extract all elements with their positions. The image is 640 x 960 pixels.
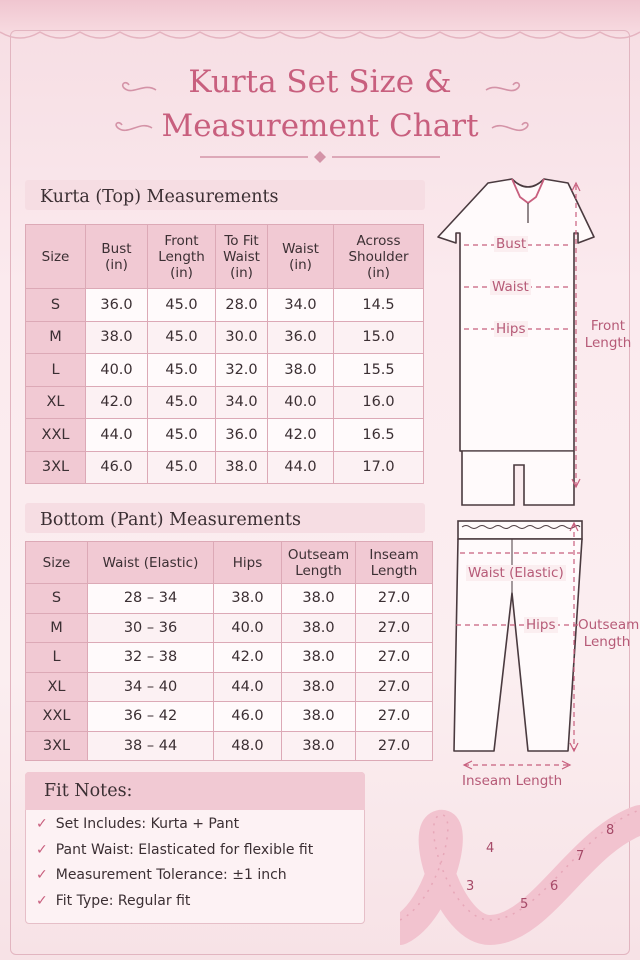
value-cell: 48.0 — [214, 731, 282, 761]
tape-number: 4 — [486, 841, 495, 856]
pant-header-text: Outseam — [287, 546, 350, 563]
page-title-line1: Kurta Set Size & — [188, 64, 452, 100]
kurta-hips-label: Hips — [496, 321, 526, 337]
tape-number: 7 — [576, 849, 585, 864]
kurta-header-text: Bust — [101, 240, 132, 257]
value-cell: 46.0 — [86, 451, 148, 484]
checkmark-icon: ✓ — [36, 841, 48, 858]
value-cell: 38.0 — [282, 702, 356, 732]
value-cell: 38.0 — [282, 584, 356, 614]
checkmark-icon: ✓ — [36, 867, 48, 883]
flourish-left-icon — [118, 78, 158, 98]
fit-notes-title: Fit Notes: — [44, 781, 133, 801]
fit-note-text: Set Includes: Kurta + Pant — [55, 816, 240, 832]
value-cell: 28.0 — [216, 289, 268, 322]
value-cell: 44.0 — [86, 419, 148, 452]
tape-number: 8 — [606, 823, 615, 838]
value-cell: 16.0 — [334, 386, 424, 419]
pant-header-text: Hips — [232, 554, 263, 571]
kurta-header-4 — [268, 225, 334, 289]
table-row — [26, 731, 433, 761]
kurta-header-text: Waist — [223, 248, 260, 265]
kurta-front-length-label: Front Length — [584, 318, 632, 351]
value-cell: 27.0 — [356, 643, 433, 673]
value-cell: 27.0 — [356, 702, 433, 732]
value-cell: 45.0 — [148, 386, 216, 419]
value-cell: 45.0 — [148, 321, 216, 354]
size-cell: M — [26, 613, 88, 643]
value-cell: 38.0 — [282, 643, 356, 673]
kurta-header-text: (in) — [367, 264, 390, 281]
value-cell: 38 – 44 — [88, 731, 214, 761]
value-cell: 38.0 — [86, 321, 148, 354]
pant-header-2 — [214, 542, 282, 584]
fit-note-text: Measurement Tolerance: ±1 inch — [55, 867, 287, 883]
value-cell: 45.0 — [148, 354, 216, 387]
kurta-waist-label: Waist — [492, 279, 529, 295]
tape-number: 5 — [520, 897, 529, 912]
kurta-bust-label: Bust — [496, 236, 527, 252]
size-cell: 3XL — [26, 731, 88, 761]
value-cell: 30 – 36 — [88, 613, 214, 643]
kurta-header-text: Waist — [282, 240, 319, 257]
value-cell: 42.0 — [214, 643, 282, 673]
size-cell: S — [26, 289, 86, 322]
kurta-header-text: (in) — [230, 264, 253, 281]
value-cell: 38.0 — [268, 354, 334, 387]
table-row — [26, 702, 433, 732]
value-cell: 45.0 — [148, 419, 216, 452]
pant-waist-label: Waist (Elastic) — [468, 565, 564, 581]
pant-header-text: Inseam — [369, 546, 419, 563]
value-cell: 15.5 — [334, 354, 424, 387]
size-cell: XXL — [26, 702, 88, 732]
value-cell: 40.0 — [86, 354, 148, 387]
value-cell: 32.0 — [216, 354, 268, 387]
value-cell: 34.0 — [216, 386, 268, 419]
value-cell: 38.0 — [216, 451, 268, 484]
table-row — [26, 672, 433, 702]
flourish-right-icon — [484, 78, 524, 98]
kurta-header-5 — [334, 225, 424, 289]
value-cell: 16.5 — [334, 419, 424, 452]
pant-header-text: Length — [295, 562, 342, 579]
fit-note-item — [36, 816, 239, 832]
tape-number: 6 — [550, 879, 559, 894]
value-cell: 40.0 — [268, 386, 334, 419]
size-cell: XL — [26, 672, 88, 702]
pant-header-1 — [88, 542, 214, 584]
pant-section-title: Bottom (Pant) Measurements — [40, 510, 302, 530]
value-cell: 38.0 — [282, 613, 356, 643]
tape-number: 3 — [466, 879, 475, 894]
kurta-header-text: (in) — [170, 264, 193, 281]
value-cell: 36.0 — [216, 419, 268, 452]
size-cell: XXL — [26, 419, 86, 452]
value-cell: 27.0 — [356, 672, 433, 702]
table-row — [26, 419, 424, 452]
fit-note-text: Fit Type: Regular fit — [55, 892, 191, 909]
kurta-header-text: Across — [356, 232, 401, 249]
fit-note-item — [36, 867, 287, 883]
pant-header-text: Size — [42, 554, 71, 571]
fit-note-text: Pant Waist: Elasticated for flexible fit — [55, 841, 314, 858]
kurta-header-text: Size — [41, 248, 70, 265]
kurta-header-text: Length — [158, 248, 205, 265]
pant-illustration — [440, 515, 640, 790]
pant-size-table — [25, 541, 433, 761]
kurta-header-0 — [26, 225, 86, 289]
table-row — [26, 289, 424, 322]
kurta-header-2 — [148, 225, 216, 289]
size-cell: L — [26, 643, 88, 673]
value-cell: 32 – 38 — [88, 643, 214, 673]
value-cell: 36 – 42 — [88, 702, 214, 732]
value-cell: 34 – 40 — [88, 672, 214, 702]
size-cell: 3XL — [26, 451, 86, 484]
value-cell: 36.0 — [268, 321, 334, 354]
kurta-size-table — [25, 224, 424, 484]
table-row — [26, 354, 424, 387]
value-cell: 42.0 — [86, 386, 148, 419]
kurta-header-3 — [216, 225, 268, 289]
kurta-header-text: Front — [164, 232, 199, 249]
table-row — [26, 386, 424, 419]
size-cell: XL — [26, 386, 86, 419]
value-cell: 27.0 — [356, 613, 433, 643]
value-cell: 44.0 — [268, 451, 334, 484]
value-cell: 45.0 — [148, 451, 216, 484]
value-cell: 14.5 — [334, 289, 424, 322]
kurta-header-text: To Fit — [224, 232, 259, 249]
flourish-left-2-icon — [110, 118, 154, 138]
checkmark-icon: ✓ — [36, 892, 48, 909]
value-cell: 38.0 — [214, 584, 282, 614]
table-row — [26, 643, 433, 673]
value-cell: 27.0 — [356, 584, 433, 614]
value-cell: 17.0 — [334, 451, 424, 484]
size-cell: S — [26, 584, 88, 614]
measuring-tape-icon — [400, 780, 640, 960]
value-cell: 42.0 — [268, 419, 334, 452]
size-cell: M — [26, 321, 86, 354]
pant-outseam-label: Outseam Length — [578, 617, 640, 650]
table-row — [26, 321, 424, 354]
table-row — [26, 451, 424, 484]
value-cell: 45.0 — [148, 289, 216, 322]
fit-note-item — [36, 842, 313, 858]
value-cell: 40.0 — [214, 613, 282, 643]
table-row — [26, 613, 433, 643]
value-cell: 36.0 — [86, 289, 148, 322]
divider-ornament-icon — [200, 150, 440, 164]
value-cell: 38.0 — [282, 731, 356, 761]
value-cell: 28 – 34 — [88, 584, 214, 614]
pant-header-text: Waist (Elastic) — [102, 554, 199, 571]
value-cell: 15.0 — [334, 321, 424, 354]
kurta-header-1 — [86, 225, 148, 289]
pant-hips-label: Hips — [526, 617, 556, 633]
kurta-header-text: Shoulder — [348, 248, 409, 265]
value-cell: 34.0 — [268, 289, 334, 322]
pant-header-0 — [26, 542, 88, 584]
pant-header-text: Length — [370, 562, 418, 579]
pant-inseam-label: Inseam Length — [462, 773, 563, 789]
kurta-header-text: (in) — [289, 256, 312, 273]
fit-note-item — [36, 893, 190, 909]
pant-header-3 — [282, 542, 356, 584]
size-cell: L — [26, 354, 86, 387]
value-cell: 44.0 — [214, 672, 282, 702]
value-cell: 30.0 — [216, 321, 268, 354]
page-title-line2: Measurement Chart — [161, 108, 479, 144]
kurta-section-title: Kurta (Top) Measurements — [40, 187, 279, 207]
value-cell: 38.0 — [282, 672, 356, 702]
flourish-right-2-icon — [490, 118, 534, 138]
table-row — [26, 584, 433, 614]
checkmark-icon: ✓ — [36, 816, 48, 832]
pant-header-4 — [356, 542, 433, 584]
value-cell: 46.0 — [214, 702, 282, 732]
value-cell: 27.0 — [356, 731, 433, 761]
kurta-header-text: (in) — [105, 256, 128, 273]
